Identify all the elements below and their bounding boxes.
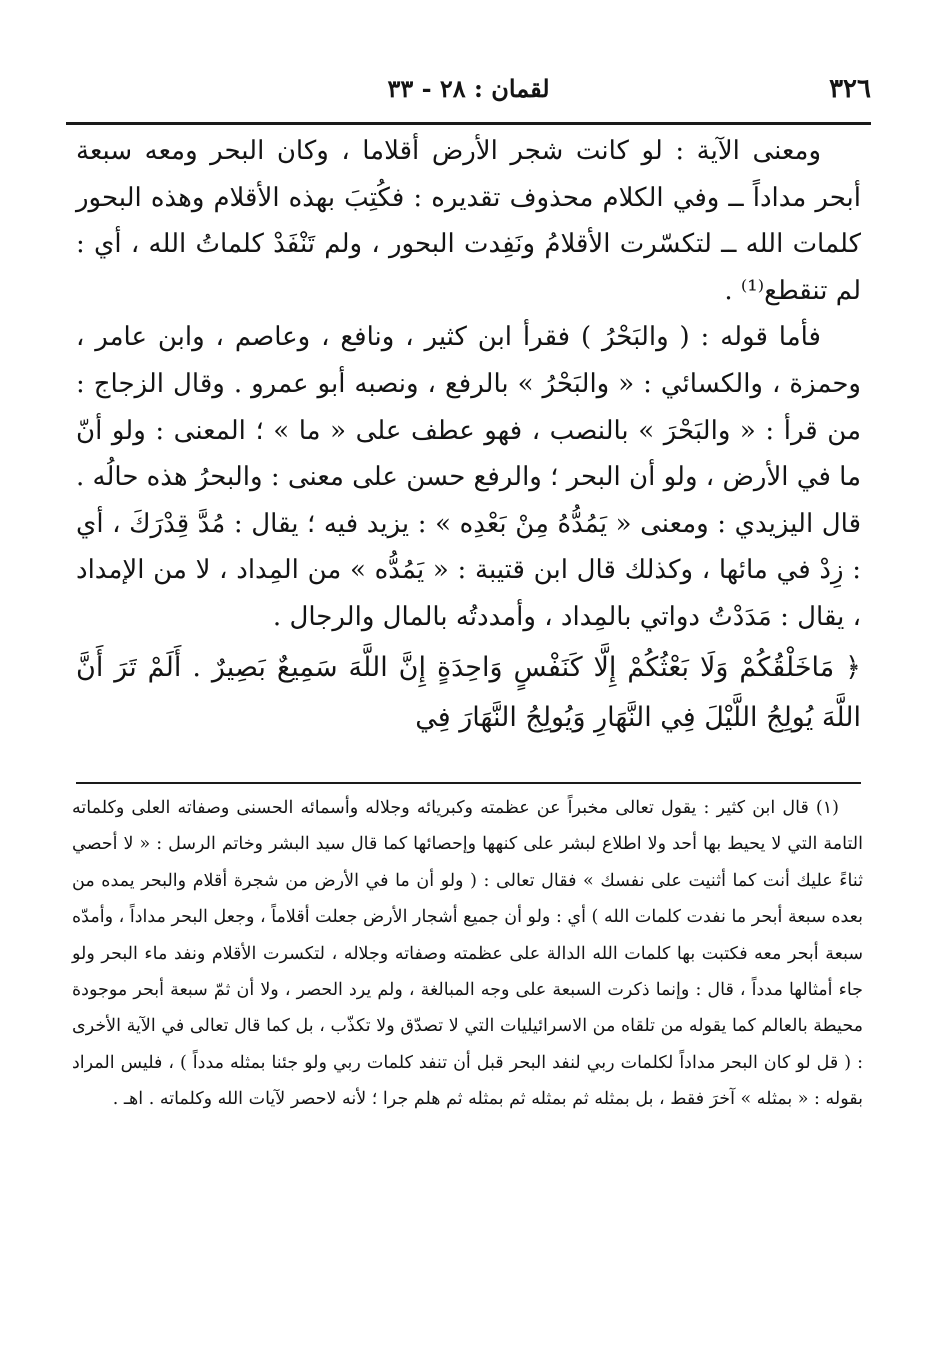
paragraph-1: ومعنى الآية : لو كانت شجر الأرض أقلاما ، وكان البحر ومعه سبعة أبحر مداداً ــ وفي الكلام محذوف تقديره : فكُتِبَ بهذه الأقلام وهذه البحور كلمات الله ــ لتكسّرت الأقلامُ ونَفِدت البحور ، ولم تَنْفَدْ كلماتُ الله ، أي : لم تنقطع⁽¹⁾ . — [76, 136, 861, 306]
running-head: لقمان : ٢٨ - ٣٣ — [387, 74, 550, 103]
footnote — [72, 790, 863, 1118]
header-rule — [66, 122, 871, 125]
main-text — [76, 128, 861, 743]
footnote-1: (١) قال ابن كثير : يقول تعالى مخبراً عن عظمته وكبريائه وجلاله وأسمائه الحسنى وصفاته العلى وكلماته التامة التي لا يحيط بها أحد ولا اطلاع لبشر على كنهها وإحصائها كما قال سيد البشر وخاتم الرسل : « لا أحصي ثناءً عليك أنت كما أثنيت على نفسك » فقال تعالى : ( ولو أن ما في الأرض من شجرة أقلام والبحر يمده من بعده سبعة أبحر ما نفدت كلمات الله ) أي : ولو أن جميع أشجار الأرض جعلت أقلاماً ، وجعل البحر مداداً ، وأمدّه سبعة أبحر معه فكتبت بها كلمات الله الدالة على عظمته وصفاته وجلاله ، لتكسرت الأقلام ونفد ماء البحر ولو جاء أمثالها مدداً ، قال : وإنما ذكرت السبعة على وجه المبالغة ، ولم يرد الحصر ، ولا أن ثمّ سبعة أبحر موجودة محيطة بالعالم كما يقوله من تلقاه من الاسرائيليات التي لا تصدّق ولا تكذّب ، بل كما قال تعالى في الآية الأخرى : ( قل لو كان البحر مداداً لكلمات ربي لنفد البحر قبل أن تنفد كلمات ربي ولو جئنا بمثله مدداً ) ، فليس المراد بقوله : « بمثله » آخرَ فقط ، بل بمثله ثم بمثله ثم بمثله ثم هلم جرا ؛ لأنه لاحصر لآيات الله وكلماته . اهـ . — [72, 798, 863, 1110]
paragraph-2: فأما قوله : ( والبَحْرُ ) فقرأ ابن كثير ، ونافع ، وعاصم ، وابن عامر ، وحمزة ، والكسائي : « والبَحْرُ » بالرفع ، ونصبه أبو عمرو . وقال الزجاج : من قرأ : « والبَحْرَ » بالنصب ، فهو عطف على « ما » ؛ المعنى : ولو أنّ ما في الأرض ، ولو أن البحر ؛ والرفع حسن على معنى : والبحرُ هذه حالُه . قال اليزيدي : ومعنى « يَمُدُّهُ مِنْ بَعْدِه » : يزيد فيه ؛ يقال : مُدَّ قِدْرَكَ ، أي : زِدْ في مائها ، وكذلك قال ابن قتيبة : « يَمُدُّه » من المِداد ، لا من الإمداد ، يقال : مَدَدْتُ دواتي بالمِداد ، وأمددتُه بالمال والرجال . — [76, 322, 861, 632]
quran-verse: ﴿ مَاخَلْقُكُمْ وَلَا بَعْثُكُمْ إِلَّا كَنَفْسٍ وَاحِدَةٍ إِنَّ اللَّهَ سَمِيعٌ بَصِيرٌ . أَلَمْ تَرَ أَنَّ اللَّهَ يُولِجُ اللَّيْلَ فِي النَّهَارِ وَيُولِجُ النَّهَارَ فِي — [76, 651, 861, 733]
page-number: ٣٢٦ — [829, 74, 871, 104]
page-header — [66, 74, 871, 114]
footnote-rule — [76, 782, 861, 784]
